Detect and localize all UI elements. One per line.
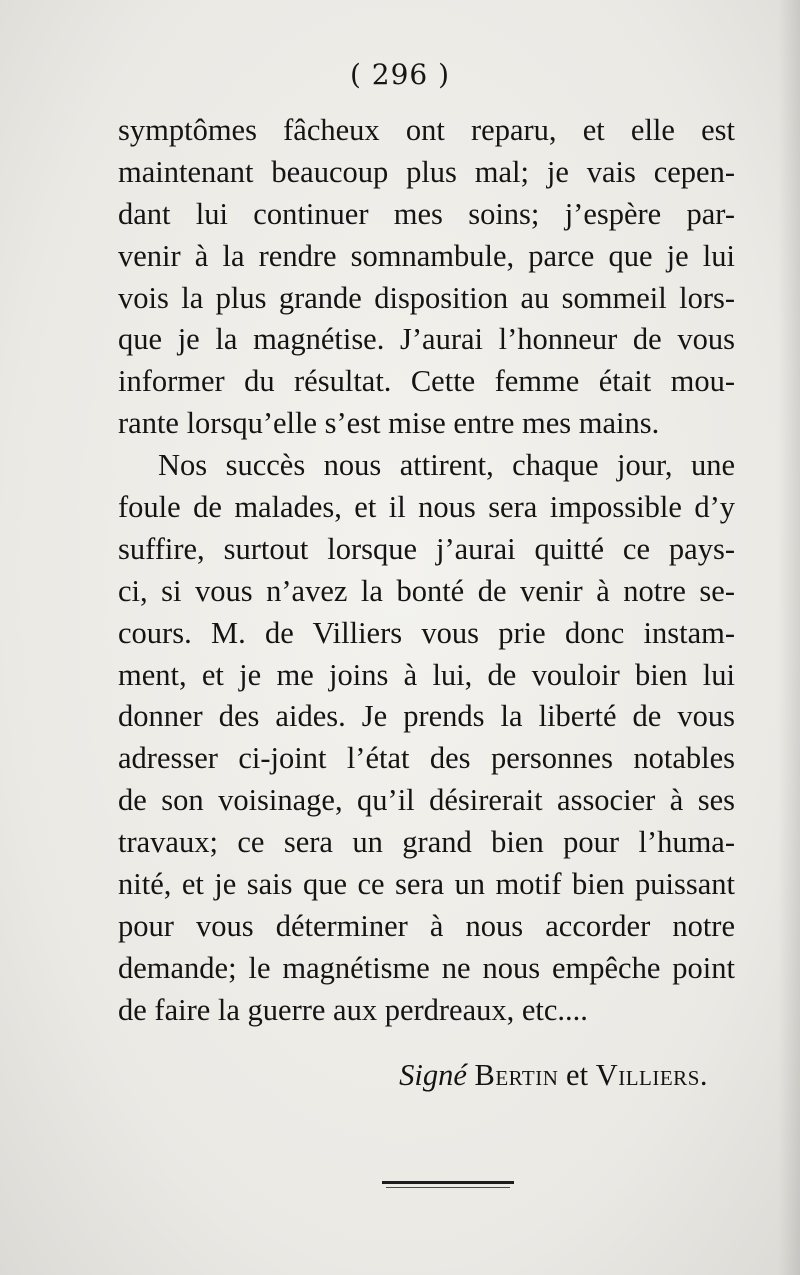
body-text — [118, 110, 735, 1032]
text-line: dant lui continuer mes soins; j’espère par- — [118, 196, 735, 231]
signature-signe: Signé — [399, 1058, 467, 1092]
text-line: ment, et je me joins à lui, de vouloir bien lui — [118, 657, 735, 692]
text-line: cours. M. de Villiers vous prie donc instam- — [118, 615, 735, 650]
text-line: adresser ci-joint l’état des personnes notables — [118, 741, 735, 776]
text-line: vois la plus grande disposition au sommeil lors- — [118, 280, 735, 315]
page-edge-shadow — [778, 0, 800, 1275]
closing-rule — [382, 1181, 514, 1184]
text-line: ci, si vous n’avez la bonté de venir à notre se- — [118, 573, 735, 608]
signature-name-bertin: Bertin — [474, 1058, 559, 1092]
text-line: informer du résultat. Cette femme était mou- — [118, 364, 735, 399]
text-line: demande; le magnétisme ne nous empêche point — [118, 950, 735, 985]
text-line: venir à la rendre somnambule, parce que je lui — [118, 238, 735, 273]
text-line: rante lorsqu’elle s’est mise entre mes mains. — [118, 406, 660, 441]
text-line: de son voisinage, qu’il désirerait associer à ses — [118, 783, 735, 818]
closing-rule-thin — [386, 1187, 510, 1188]
text-line: donner des aides. Je prends la liberté de vous — [118, 699, 735, 734]
text-line: de faire la guerre aux perdreaux, etc.... — [118, 992, 588, 1027]
text-line: maintenant beaucoup plus mal; je vais cepen- — [118, 154, 735, 189]
signature-name-villiers: Villiers. — [595, 1058, 708, 1092]
text-line: travaux; ce sera un grand bien pour l’huma- — [118, 825, 735, 860]
signature-conjunction: et — [566, 1058, 589, 1092]
page-number: ( 296 ) — [349, 58, 451, 91]
text-line: nité, et je sais que ce sera un motif bien puissant — [118, 867, 735, 902]
text-line: pour vous déterminer à nous accorder notre — [118, 908, 735, 943]
text-line: que je la magnétise. J’aurai l’honneur de vous — [118, 322, 735, 357]
text-line: Nos succès nous attirent, chaque jour, une — [158, 448, 735, 483]
text-line: foule de malades, et il nous sera impossible d’y — [118, 490, 735, 525]
signature-line — [0, 1058, 708, 1093]
text-line: suffire, surtout lorsque j’aurai quitté ce pays- — [118, 531, 735, 566]
text-line: symptômes fâcheux ont reparu, et elle est — [118, 113, 735, 147]
